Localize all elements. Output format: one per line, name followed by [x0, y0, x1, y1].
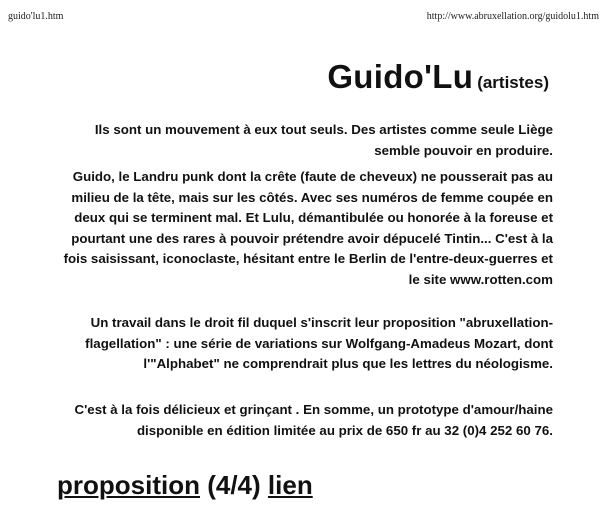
page-url: http://www.abruxellation.org/guidolu1.htm	[426, 11, 599, 22]
paragraph-intro: Ils sont un mouvement à eux tout seuls. Des artistes comme seule Liège semble pouvoir en produire.	[94, 122, 553, 158]
title-row	[327, 58, 549, 96]
page-filename: guido'lu1.htm	[8, 11, 64, 22]
paragraph-proposition: Un travail dans le droit fil duquel s'inscrit leur proposition "abruxellation-flagellation" : une série de variations sur Wolfgang-Amadeus Mozart, dont l'"Alphabet" ne comprendrait plus que les lettres du néologisme.	[85, 315, 553, 371]
page-count-link[interactable]: (4/4)	[207, 470, 261, 500]
lien-link[interactable]: lien	[267, 470, 313, 500]
page-subtitle: (artistes)	[477, 73, 549, 92]
page-title: Guido'Lu	[327, 58, 474, 95]
paragraph-price: C'est à la fois délicieux et grinçant . En somme, un prototype d'amour/haine disponible en édition limitée au prix de 650 fr au 32 (0)4 252 60 76.	[74, 402, 553, 438]
proposition-link[interactable]: proposition	[57, 470, 200, 500]
paragraph-description: Guido, le Landru punk dont la crête (faute de cheveux) ne pousserait pas au milieu de la tête, mais sur les côtés. Avec ses numéros de femme coupée en deux qui se terminent mal. Et Lulu, démantibulée ou honorée à la foreuse et pourtant une des rares à pouvoir prétendre avoir dépucelé Tintin... C'est à la fois saisissant, iconoclaste, hésitant entre le Berlin de l'entre-deux-guerres et le site www.rotten.com	[63, 169, 553, 287]
footer-nav	[57, 470, 313, 501]
